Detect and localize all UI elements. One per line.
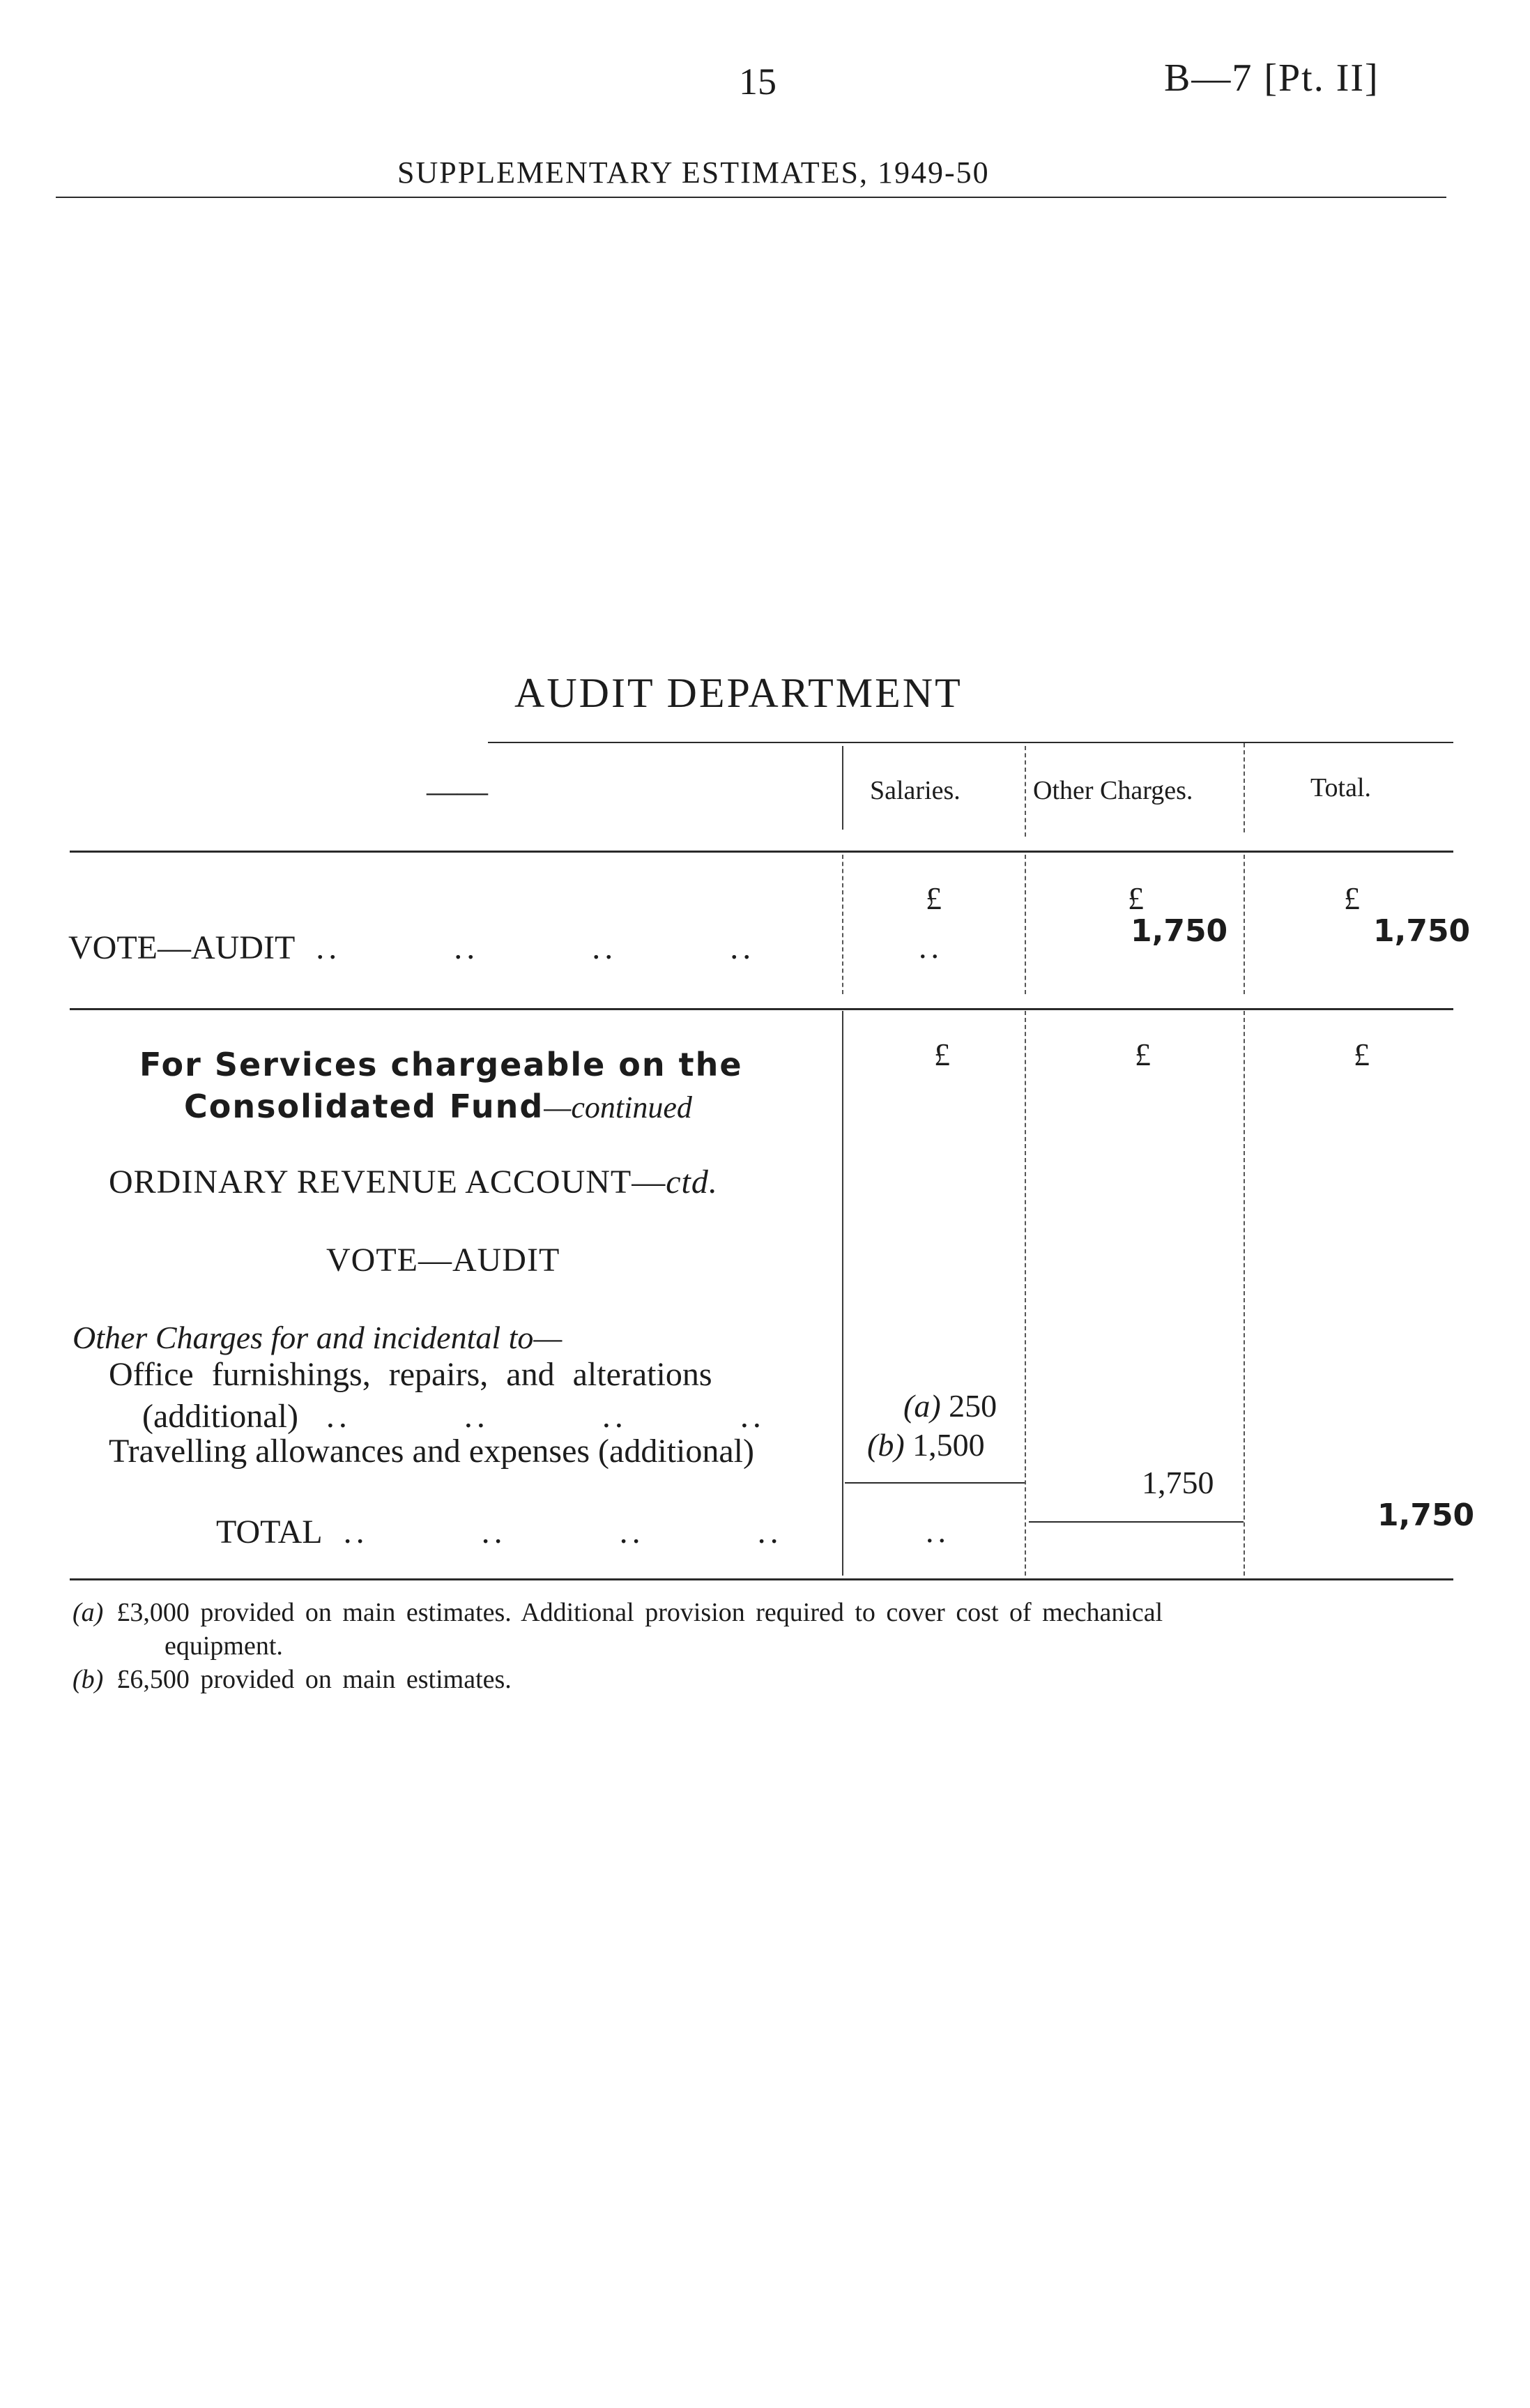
- footnote-a-continued: equipment.: [165, 1631, 283, 1661]
- page-title: SUPPLEMENTARY ESTIMATES, 1949-50: [397, 155, 990, 190]
- total-salaries: ..: [926, 1514, 950, 1549]
- vote-heading: VOTE—AUDIT: [326, 1242, 560, 1279]
- column-divider: [842, 1011, 843, 1576]
- item-office-line1: Office furnishings, repairs, and alterations: [109, 1356, 712, 1393]
- department-heading: AUDIT DEPARTMENT: [514, 670, 963, 716]
- footnote-b-mark: (b): [72, 1665, 104, 1694]
- column-divider: [1025, 855, 1026, 994]
- account-label: ORDINARY REVENUE ACCOUNT—: [109, 1164, 666, 1201]
- blank-column-header: ——: [427, 775, 488, 809]
- header-rule: [56, 197, 1446, 198]
- item-travelling-salaries: [867, 1426, 985, 1463]
- currency-symbol: £: [926, 881, 942, 916]
- header-bottom-rule: [70, 851, 1453, 853]
- column-divider: [1244, 1011, 1245, 1576]
- currency-symbol: £: [1354, 1037, 1370, 1072]
- item-office-line2: [142, 1397, 765, 1435]
- footnote-a-text: £3,000 provided on main estimates. Additional provision required to cover cost of mechanical: [116, 1598, 1163, 1627]
- section-heading-line2: [184, 1088, 692, 1125]
- summary-label: VOTE—AUDIT: [68, 929, 296, 966]
- currency-symbol: £: [1344, 881, 1360, 916]
- column-divider: [1244, 855, 1245, 994]
- summary-row-label: [68, 929, 755, 967]
- footnote-b-text: £6,500 provided on main estimates.: [116, 1665, 512, 1694]
- column-divider: [1025, 1011, 1026, 1576]
- account-heading: [109, 1163, 718, 1201]
- footnote-a: [72, 1597, 1163, 1629]
- leader-dots: .. .. .. ..: [316, 929, 756, 966]
- item-office-additional: (additional): [142, 1398, 298, 1435]
- account-continued: ctd.: [666, 1164, 718, 1201]
- column-divider: [842, 855, 843, 994]
- item-travelling: Travelling allowances and expenses (additional): [109, 1433, 754, 1470]
- summary-other-charges: 1,750: [1131, 913, 1228, 949]
- subtotal-other-charges: 1,750: [1142, 1465, 1214, 1500]
- summary-total: 1,750: [1373, 913, 1471, 949]
- table-bottom-rule: [70, 1578, 1453, 1580]
- grand-total: 1,750: [1377, 1498, 1475, 1533]
- item-office-amount: 250: [949, 1388, 997, 1424]
- leader-dots: .. .. .. ..: [326, 1398, 765, 1435]
- other-charges-column-header: Other Charges.: [1033, 776, 1193, 805]
- currency-symbol: £: [1135, 1037, 1151, 1072]
- footnote-b: [72, 1663, 512, 1695]
- footnote-a-mark: (a): [72, 1598, 104, 1627]
- table-top-rule: [488, 742, 1453, 743]
- summary-bottom-rule: [70, 1008, 1453, 1010]
- item-office-salaries: [903, 1387, 997, 1424]
- footnote-ref-b: (b): [867, 1427, 905, 1463]
- total-column-header: Total.: [1310, 773, 1372, 802]
- currency-symbol: £: [934, 1037, 950, 1072]
- section-heading-fund: Consolidated Fund: [184, 1088, 544, 1125]
- document-reference: B—7 [Pt. II]: [1164, 56, 1379, 100]
- section-heading-continued: —continued: [544, 1090, 692, 1125]
- total-label: TOTAL: [216, 1514, 323, 1550]
- column-divider: [1244, 743, 1245, 832]
- section-heading-line1: For Services chargeable on the: [139, 1046, 743, 1083]
- page-number: 15: [739, 61, 777, 102]
- item-travelling-amount: 1,500: [912, 1427, 985, 1463]
- column-divider: [842, 746, 843, 830]
- summary-salaries: ..: [919, 929, 943, 965]
- column-divider: [1025, 746, 1026, 837]
- currency-symbol: £: [1128, 881, 1144, 916]
- other-charges-subtotal-rule: [1029, 1521, 1244, 1523]
- salaries-subtotal-rule: [845, 1482, 1025, 1484]
- footnote-ref-a: (a): [903, 1388, 941, 1424]
- leader-dots: .. .. .. ..: [343, 1514, 783, 1550]
- salaries-column-header: Salaries.: [870, 776, 961, 805]
- other-charges-heading: Other Charges for and incidental to—: [72, 1320, 563, 1355]
- total-row-label: [216, 1513, 783, 1551]
